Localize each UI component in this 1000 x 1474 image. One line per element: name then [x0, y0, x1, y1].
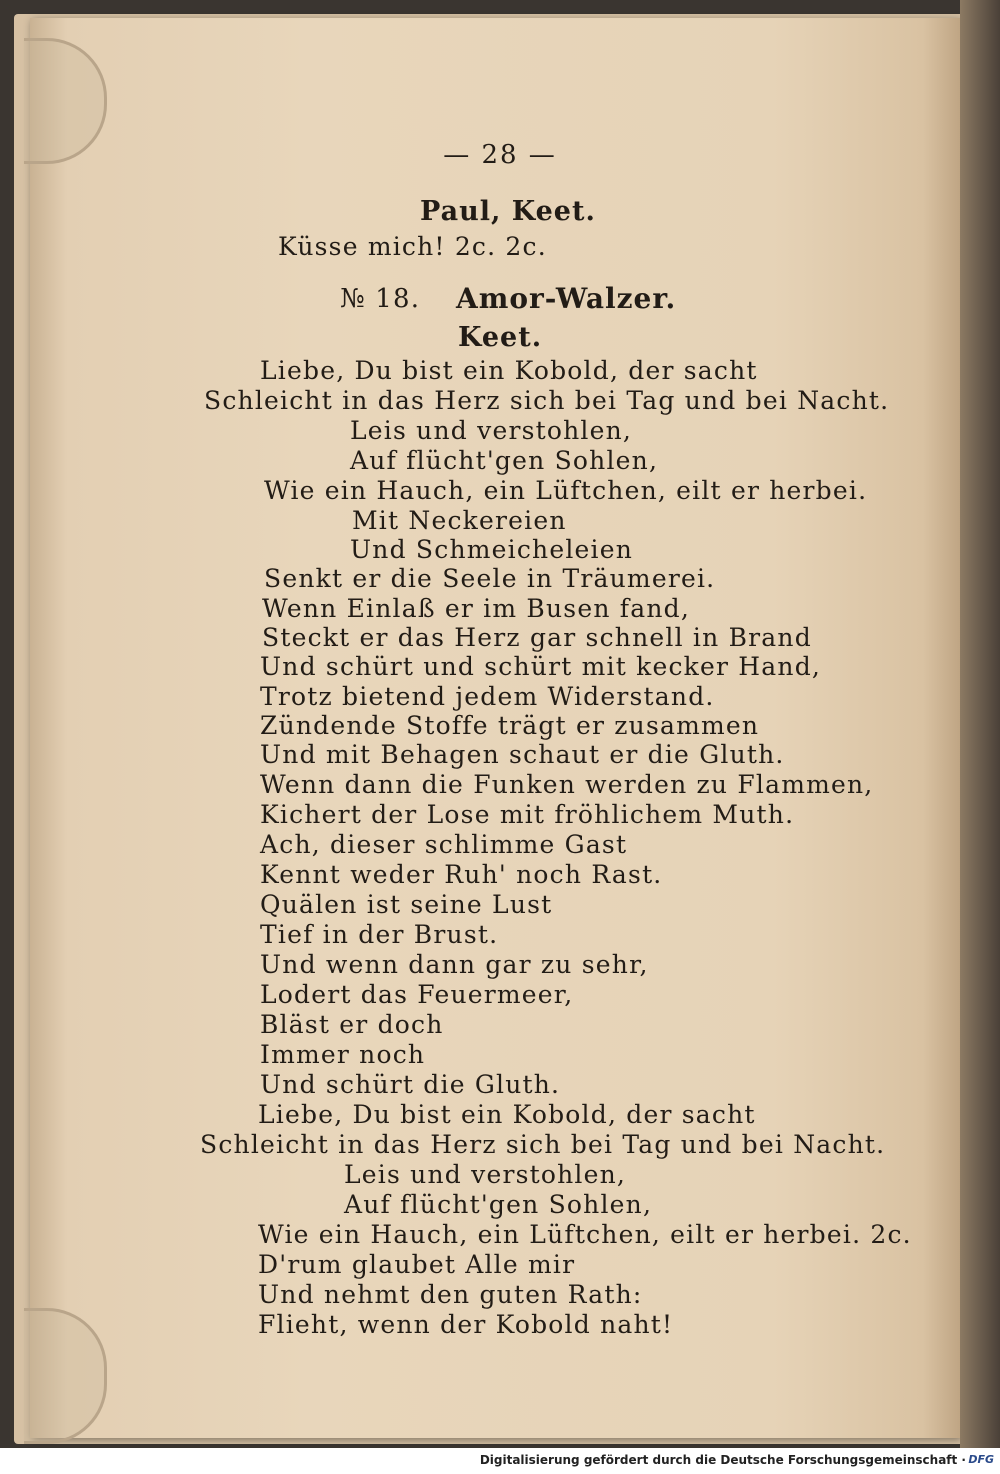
verse-line: Auf flücht'gen Sohlen, [350, 446, 659, 475]
dfg-logo: DFG [968, 1453, 994, 1466]
footer-bar [0, 1448, 1000, 1474]
verse-line: Und schürt und schürt mit kecker Hand, [260, 652, 822, 681]
verse-line: Kennt weder Ruh' noch Rast. [260, 860, 663, 889]
verse-line: Und wenn dann gar zu sehr, [260, 950, 649, 979]
verse-line: Quälen ist seine Lust [260, 890, 553, 919]
verse-line: Flieht, wenn der Kobold naht! [258, 1310, 674, 1339]
verse-line: Wenn Einlaß er im Busen fand, [262, 594, 690, 623]
verse-line: Lodert das Feuermeer, [260, 980, 574, 1009]
verse-line: Wenn dann die Funken werden zu Flammen, [260, 770, 874, 799]
song-title: Amor-Walzer. [456, 282, 677, 315]
verse-line: Und schürt die Gluth. [260, 1070, 561, 1099]
verse-line: Zündende Stoffe trägt er zusammen [260, 711, 760, 740]
verse-line: Senkt er die Seele in Träumerei. [264, 564, 716, 593]
verse-line: Ach, dieser schlimme Gast [260, 830, 628, 859]
verse-line: Und nehmt den guten Rath: [258, 1280, 643, 1309]
verse-line: Trotz bietend jedem Widerstand. [260, 682, 715, 711]
verse-line: Liebe, Du bist ein Kobold, der sacht [260, 356, 758, 385]
binding-shadow [960, 0, 1000, 1474]
verse-line: Leis und verstohlen, [344, 1160, 627, 1189]
number-heading: № 18. [340, 284, 421, 314]
verse-line: Auf flücht'gen Sohlen, [344, 1190, 653, 1219]
verse-line: Mit Neckereien [352, 506, 567, 535]
verse-line: Wie ein Hauch, ein Lüftchen, eilt er herbei. [264, 476, 868, 505]
verse-line: Schleicht in das Herz sich bei Tag und bei Nacht. [200, 1130, 886, 1159]
page-number: — 28 — [443, 140, 557, 170]
verse-line: Tief in der Brust. [260, 920, 499, 949]
verse-line: Küsse mich! 2c. 2c. [278, 232, 547, 261]
verse-line: Liebe, Du bist ein Kobold, der sacht [258, 1100, 756, 1129]
footer-credit: Digitalisierung gefördert durch die Deutsche Forschungsgemeinschaft · [479, 1453, 966, 1467]
verse-line: Und Schmeicheleien [350, 535, 634, 564]
verse-line: Schleicht in das Herz sich bei Tag und bei Nacht. [204, 386, 890, 415]
page-clip-bottom [24, 1308, 107, 1444]
verse-line: Wie ein Hauch, ein Lüftchen, eilt er herbei. 2c. [258, 1220, 912, 1249]
verse-line: Bläst er doch [260, 1010, 444, 1039]
verse-line: D'rum glaubet Alle mir [258, 1250, 576, 1279]
verse-line: Kichert der Lose mit fröhlichem Muth. [260, 800, 795, 829]
verse-line: Leis und verstohlen, [350, 416, 633, 445]
speaker-heading: Paul, Keet. [420, 196, 596, 227]
verse-line: Immer noch [260, 1040, 426, 1069]
speaker-keet: Keet. [458, 322, 543, 353]
verse-line: Steckt er das Herz gar schnell in Brand [262, 623, 812, 652]
verse-line: Und mit Behagen schaut er die Gluth. [260, 740, 785, 769]
